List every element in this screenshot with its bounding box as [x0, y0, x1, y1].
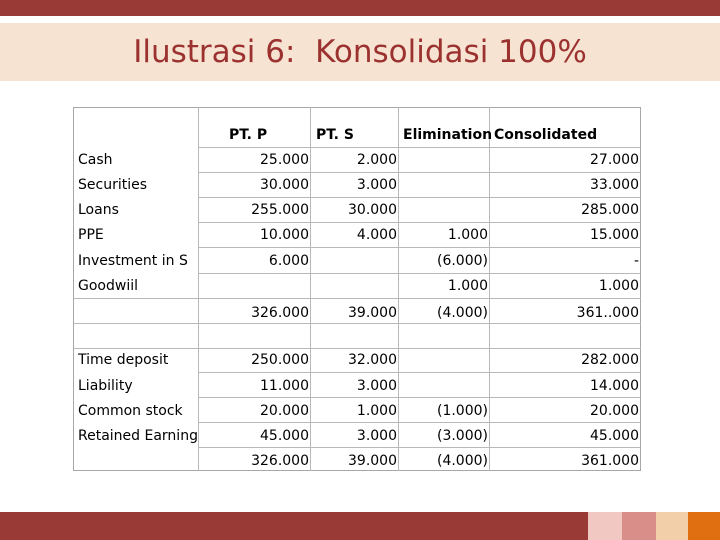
- cell-elimination: [400, 376, 488, 396]
- grid-line: [73, 323, 641, 324]
- header-pt-p: PT. P: [229, 127, 268, 143]
- cell-pt-s: 1.000: [356, 403, 397, 419]
- footer-square: [588, 512, 622, 540]
- footer-square: [622, 512, 656, 540]
- cell-pt-s: 3.000: [356, 428, 397, 444]
- cell-consolidated: 285.000: [581, 202, 639, 218]
- cell-pt-p: 45.000: [260, 428, 309, 444]
- cell-consolidated: 27.000: [590, 152, 639, 168]
- liabilities-total-elimination: (4.000): [436, 453, 488, 469]
- cell-pt-s: 3.000: [356, 177, 397, 193]
- header-consolidated: Consolidated: [494, 127, 598, 143]
- cell-pt-s: 32.000: [348, 352, 397, 368]
- grid-line: [489, 107, 490, 471]
- cell-pt-s: [312, 251, 397, 271]
- cell-elimination: [400, 175, 488, 195]
- grid-line: [198, 273, 640, 274]
- cell-pt-p: 10.000: [260, 227, 309, 243]
- row-label-securities: Securities: [78, 177, 148, 193]
- grid-line: [198, 447, 640, 448]
- cell-pt-p: 250.000: [251, 352, 309, 368]
- grid-line: [310, 107, 311, 471]
- cell-pt-p: 25.000: [260, 152, 309, 168]
- row-label-time-deposit: Time deposit: [78, 352, 169, 368]
- grid-line: [198, 222, 640, 223]
- row-label-retained-earning: Retained Earning: [78, 428, 198, 444]
- grid-line: [198, 197, 640, 198]
- cell-consolidated: 1.000: [598, 278, 639, 294]
- cell-consolidated: 282.000: [581, 352, 639, 368]
- cell-elimination: (1.000): [436, 403, 488, 419]
- grid-line: [198, 107, 199, 471]
- cell-pt-p: 20.000: [260, 403, 309, 419]
- grid-line: [198, 247, 640, 248]
- grid-line: [73, 348, 641, 349]
- row-label-ppe: PPE: [78, 227, 104, 243]
- cell-consolidated: 15.000: [590, 227, 639, 243]
- cell-pt-p: 30.000: [260, 177, 309, 193]
- grid-line: [198, 147, 640, 148]
- grid-line: [198, 172, 640, 173]
- cell-consolidated: -: [633, 253, 639, 269]
- grid-line: [198, 372, 640, 373]
- assets-total-elimination: (4.000): [436, 305, 488, 321]
- cell-pt-p: 11.000: [260, 378, 309, 394]
- cell-elimination: 1.000: [447, 227, 488, 243]
- row-label-investment-in-s: Investment in S: [78, 253, 188, 269]
- grid-line: [198, 397, 640, 398]
- footer-square: [656, 512, 688, 540]
- grid-line: [398, 107, 399, 471]
- cell-consolidated: 14.000: [590, 378, 639, 394]
- cell-elimination: 1.000: [447, 278, 488, 294]
- cell-pt-p: 255.000: [251, 202, 309, 218]
- top-accent-band: [0, 0, 720, 16]
- footer-square: [688, 512, 720, 540]
- slide-title: Ilustrasi 6: Konsolidasi 100%: [133, 34, 587, 70]
- cell-elimination: (3.000): [436, 428, 488, 444]
- cell-pt-p: [200, 276, 309, 296]
- grid-line: [198, 422, 640, 423]
- assets-total-consolidated: 361..000: [576, 305, 639, 321]
- cell-pt-s: 30.000: [348, 202, 397, 218]
- cell-pt-s: [312, 276, 397, 296]
- cell-pt-s: 2.000: [356, 152, 397, 168]
- liabilities-total-pt-p: 326.000: [251, 453, 309, 469]
- header-pt-s: PT. S: [316, 127, 354, 143]
- row-label-cash: Cash: [78, 152, 113, 168]
- row-label-common-stock: Common stock: [78, 403, 183, 419]
- row-label-loans: Loans: [78, 202, 119, 218]
- grid-line: [73, 298, 641, 299]
- liabilities-total-pt-s: 39.000: [348, 453, 397, 469]
- row-label-liability: Liability: [78, 378, 133, 394]
- row-label-goodwill: Goodwiil: [78, 278, 138, 294]
- cell-pt-s: 3.000: [356, 378, 397, 394]
- header-elimination: Elimination: [403, 127, 493, 143]
- cell-consolidated: 20.000: [590, 403, 639, 419]
- cell-pt-s: 4.000: [356, 227, 397, 243]
- cell-consolidated: 45.000: [590, 428, 639, 444]
- cell-elimination: [400, 200, 488, 220]
- liabilities-total-consolidated: 361.000: [581, 453, 639, 469]
- cell-consolidated: 33.000: [590, 177, 639, 193]
- assets-total-pt-p: 326.000: [251, 305, 309, 321]
- assets-total-pt-s: 39.000: [348, 305, 397, 321]
- cell-elimination: [400, 350, 488, 370]
- cell-pt-p: 6.000: [268, 253, 309, 269]
- cell-elimination: (6.000): [436, 253, 488, 269]
- cell-elimination: [400, 150, 488, 170]
